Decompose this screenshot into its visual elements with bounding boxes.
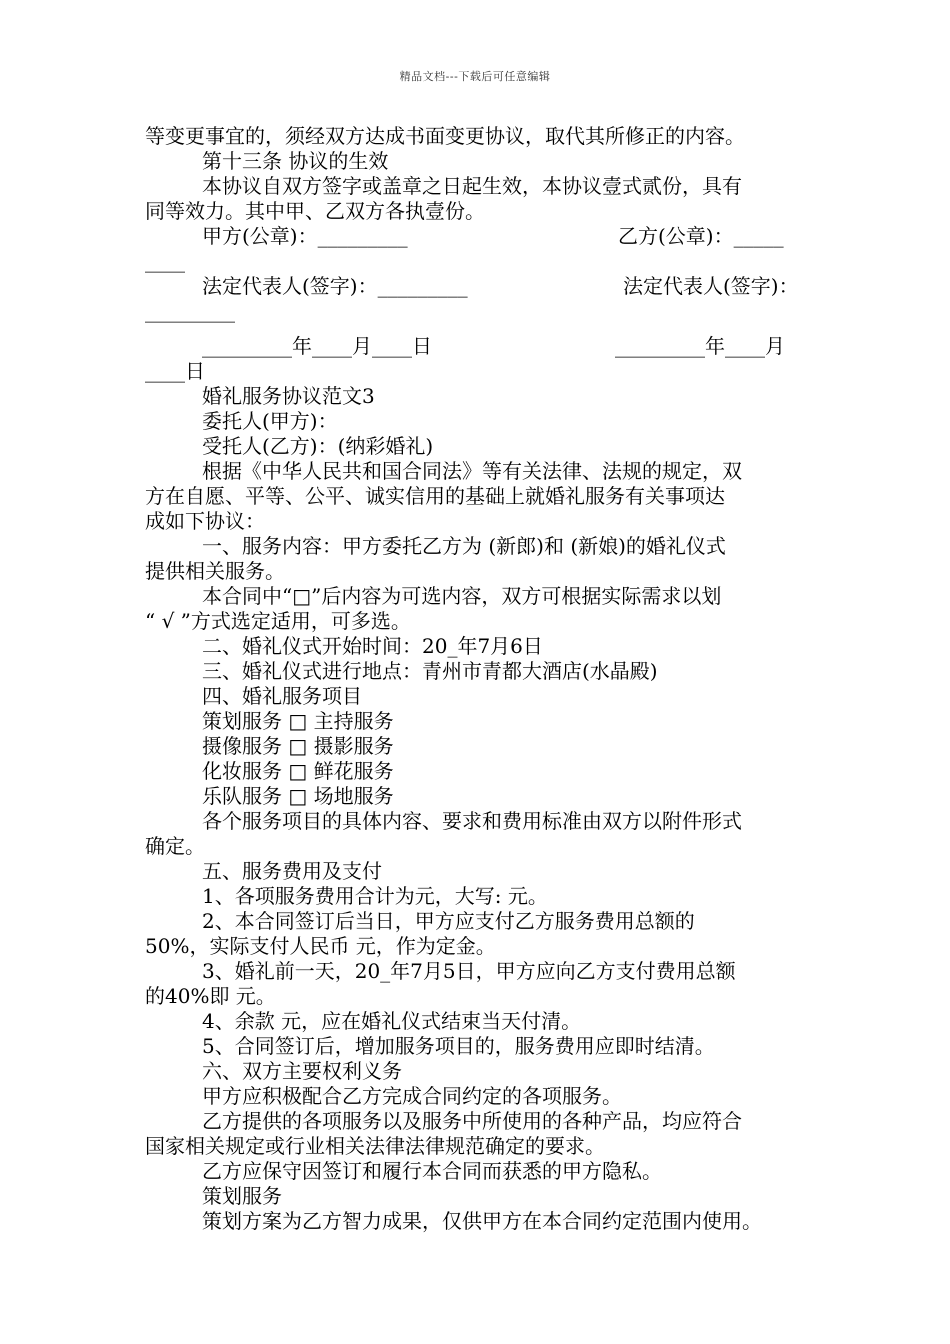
paragraph-line: 策划方案为乙方智力成果，仅供甲方在本合同约定范围内使用。	[202, 1209, 762, 1233]
paragraph-line: 婚礼服务协议范文3	[202, 384, 375, 408]
party-b-seal-field: 乙方(公章)：_____	[618, 224, 784, 248]
paragraph-line: 策划服务	[202, 1184, 282, 1208]
paragraph-line: 一、服务内容：甲方委托乙方为 (新郎)和 (新娘)的婚礼仪式	[202, 534, 726, 558]
paragraph-line: 3、婚礼前一天，20_年7月5日，甲方应向乙方支付费用总额	[202, 959, 736, 983]
paragraph-line: 国家相关规定或行业相关法律法律规范确定的要求。	[145, 1134, 605, 1158]
signature-row-date	[145, 334, 825, 359]
party-b-seal-continuation: ____	[145, 249, 185, 273]
signature-row-representative	[145, 274, 825, 299]
paragraph-line: 六、双方主要权利义务	[202, 1059, 402, 1083]
paragraph-line: 本协议自双方签字或盖章之日起生效，本协议壹式贰份，具有	[202, 174, 742, 198]
paragraph-line: 策划服务 □ 主持服务	[202, 709, 394, 733]
party-b-representative-field: 法定代表人(签字)：	[623, 274, 799, 298]
paragraph-line: 本合同中“□”后内容为可选内容，双方可根据实际需求以划	[202, 584, 722, 608]
agreement-text	[145, 384, 825, 1234]
paragraph-line: 50%，实际支付人民币 元，作为定金。	[145, 934, 496, 958]
paragraph-line: 2、本合同签订后当日，甲方应支付乙方服务费用总额的	[202, 909, 695, 933]
party-a-date-field: _________年____月____日	[202, 334, 432, 358]
paragraph-line: 提供相关服务。	[145, 559, 285, 583]
paragraph-line: 确定。	[145, 834, 205, 858]
document-body	[145, 124, 825, 1234]
paragraph-line: 4、余款 元，应在婚礼仪式结束当天付清。	[202, 1009, 582, 1033]
paragraph-line: 四、婚礼服务项目	[202, 684, 362, 708]
paragraph-line: 甲方应积极配合乙方完成合同约定的各项服务。	[202, 1084, 622, 1108]
party-b-date-continuation: ____日	[145, 359, 205, 383]
paragraph-line: 乐队服务 □ 场地服务	[202, 784, 394, 808]
paragraph-line: 受托人(乙方)：(纳彩婚礼)	[202, 434, 434, 458]
party-b-date-field: _________年____月	[615, 334, 785, 358]
paragraph-line: 1、各项服务费用合计为元，大写: 元。	[202, 884, 548, 908]
signature-row-seal	[145, 224, 825, 249]
article-heading: 第十三条 协议的生效	[202, 149, 389, 173]
paragraph-line: 成如下协议：	[145, 509, 265, 533]
paragraph-line: 摄像服务 □ 摄影服务	[202, 734, 394, 758]
party-b-representative-continuation: _________	[145, 299, 235, 323]
paragraph-line: “ √ ”方式选定适用，可多选。	[145, 609, 411, 633]
paragraph-line: 5、合同签订后，增加服务项目的，服务费用应即时结清。	[202, 1034, 715, 1058]
paragraph-line: 二、婚礼仪式开始时间：20_年7月6日	[202, 634, 543, 658]
paragraph-line: 各个服务项目的具体内容、要求和费用标准由双方以附件形式	[202, 809, 742, 833]
paragraph-line: 化妆服务 □ 鲜花服务	[202, 759, 394, 783]
paragraph-line: 五、服务费用及支付	[202, 859, 382, 883]
paragraph-line: 的40%即 元。	[145, 984, 276, 1008]
paragraph-line: 委托人(甲方)：	[202, 409, 338, 433]
paragraph-line: 乙方提供的各项服务以及服务中所使用的各种产品，均应符合	[202, 1109, 742, 1133]
page-header: 精品文档---下载后可任意编辑	[399, 70, 551, 83]
paragraph-line: 方在自愿、平等、公平、诚实信用的基础上就婚礼服务有关事项达	[145, 484, 725, 508]
paragraph-line: 根据《中华人民共和国合同法》等有关法律、法规的规定，双	[202, 459, 742, 483]
paragraph-line: 同等效力。其中甲、乙双方各执壹份。	[145, 199, 485, 223]
paragraph-line: 等变更事宜的，须经双方达成书面变更协议，取代其所修正的内容。	[145, 124, 745, 148]
paragraph-line: 三、婚礼仪式进行地点：青州市青都大酒店(水晶殿)	[202, 659, 658, 683]
party-a-seal-field: 甲方(公章)：_________	[202, 224, 408, 248]
paragraph-line: 乙方应保守因签订和履行本合同而获悉的甲方隐私。	[202, 1159, 662, 1183]
party-a-representative-field: 法定代表人(签字)：_________	[202, 274, 468, 298]
